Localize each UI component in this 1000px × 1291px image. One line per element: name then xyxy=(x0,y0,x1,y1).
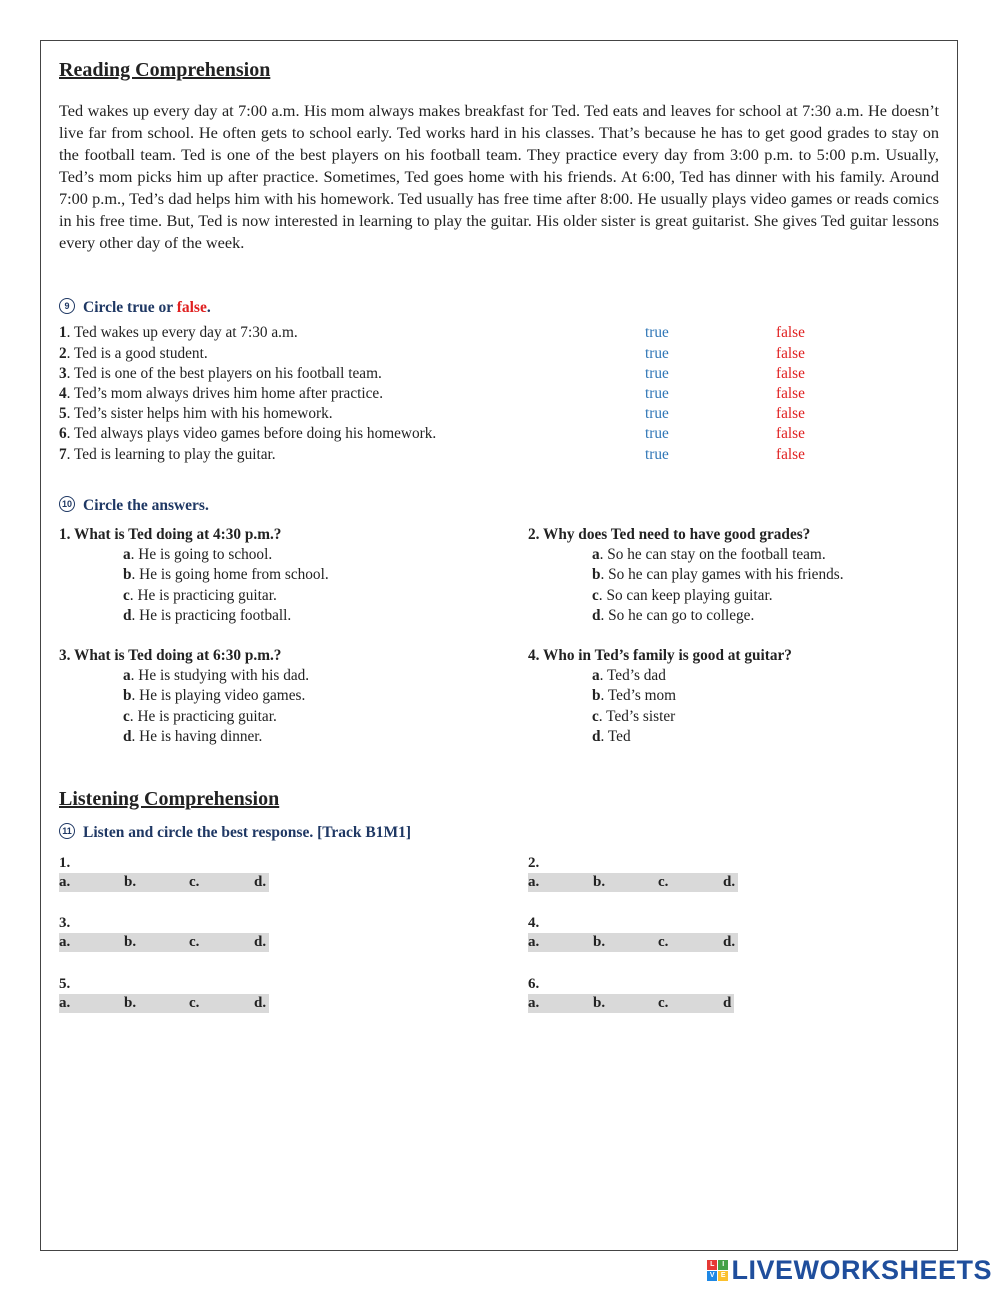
choice-b[interactable]: b. xyxy=(124,874,137,890)
answer-option[interactable] xyxy=(528,666,948,686)
answer-option[interactable] xyxy=(528,545,948,565)
listening-item xyxy=(528,974,734,1013)
false-option[interactable]: false xyxy=(776,324,805,341)
choice-c[interactable]: c. xyxy=(189,934,200,950)
question-text: . What is Ted doing at 4:30 p.m.? xyxy=(66,526,282,543)
true-option[interactable]: true xyxy=(645,425,669,442)
item-label: 6. xyxy=(528,976,540,992)
answer-option[interactable] xyxy=(528,565,948,585)
tf-statement: . Ted’s mom always drives him home after practice. xyxy=(66,385,384,402)
true-option[interactable]: true xyxy=(645,324,669,341)
ex9-number-badge: 9 xyxy=(59,298,75,314)
choice-bar xyxy=(59,994,269,1013)
question-block xyxy=(59,525,499,626)
item-label: 2. xyxy=(528,855,540,871)
option-letter: a xyxy=(592,667,600,684)
false-option[interactable]: false xyxy=(776,425,805,442)
choice-b[interactable]: b. xyxy=(124,995,137,1011)
liveworksheets-logo-icon xyxy=(707,1260,728,1281)
logo-text: LIVEWORKSHEETS xyxy=(731,1255,992,1285)
option-letter: d xyxy=(123,727,132,745)
question-number: 1 xyxy=(59,526,67,543)
option-letter: c xyxy=(123,707,130,725)
option-text: . He is studying with his dad. xyxy=(130,667,310,684)
logo-icon-tile: E xyxy=(718,1271,728,1281)
answer-option[interactable] xyxy=(59,727,499,747)
ex11-number-badge: 11 xyxy=(59,823,75,839)
choice-d[interactable]: d. xyxy=(254,995,267,1011)
ex9-instruction-text: Circle true or xyxy=(83,299,177,316)
answer-option[interactable] xyxy=(528,707,948,727)
option-text: . He is practicing guitar. xyxy=(129,707,277,725)
option-text: . So he can play games with his friends. xyxy=(600,566,844,584)
question-text: . What is Ted doing at 6:30 p.m.? xyxy=(66,647,282,664)
choice-a[interactable]: a. xyxy=(528,995,540,1011)
choice-a[interactable]: a. xyxy=(59,874,71,890)
choice-b[interactable]: b. xyxy=(593,874,606,890)
tf-row xyxy=(59,384,899,404)
liveworksheets-logo xyxy=(707,1255,992,1286)
option-text: . He is going home from school. xyxy=(131,566,329,584)
option-text: . So he can go to college. xyxy=(600,606,755,624)
listening-item xyxy=(59,974,269,1013)
answer-option[interactable] xyxy=(59,666,499,686)
option-letter: c xyxy=(592,707,599,725)
choice-a[interactable]: a. xyxy=(59,995,71,1011)
false-option[interactable]: false xyxy=(776,345,805,362)
answer-option[interactable] xyxy=(59,586,499,606)
option-letter: d xyxy=(592,606,601,624)
true-option[interactable]: true xyxy=(645,345,669,362)
choice-b[interactable]: b. xyxy=(593,934,606,950)
option-letter: b xyxy=(123,687,132,705)
answer-option[interactable] xyxy=(528,686,948,706)
choice-c[interactable]: c. xyxy=(658,874,669,890)
tf-statement: . Ted is one of the best players on his football team. xyxy=(66,365,382,382)
ex10-number-badge: 10 xyxy=(59,496,75,512)
question-number: 3 xyxy=(59,647,67,664)
option-letter: a xyxy=(123,546,131,563)
option-text: . Ted’s sister xyxy=(598,707,676,725)
tf-row xyxy=(59,323,899,343)
ex9-instruction xyxy=(59,299,211,317)
listening-item xyxy=(59,913,269,952)
question-block xyxy=(528,525,948,626)
tf-statement: . Ted is learning to play the guitar. xyxy=(66,446,276,463)
choice-b[interactable]: b. xyxy=(124,934,137,950)
option-letter: b xyxy=(592,687,601,705)
tf-number: 4 xyxy=(59,385,67,402)
tf-row xyxy=(59,344,899,364)
option-letter: b xyxy=(123,566,132,584)
true-option[interactable]: true xyxy=(645,446,669,463)
answer-option[interactable] xyxy=(59,707,499,727)
option-letter: c xyxy=(592,586,599,604)
option-text: . He is going to school. xyxy=(130,546,273,563)
tf-number: 5 xyxy=(59,405,67,422)
tf-row xyxy=(59,445,899,465)
tf-number: 7 xyxy=(59,446,67,463)
answer-option[interactable] xyxy=(59,565,499,585)
option-letter: a xyxy=(123,667,131,684)
choice-c[interactable]: c. xyxy=(189,874,200,890)
false-option[interactable]: false xyxy=(776,365,805,382)
true-option[interactable]: true xyxy=(645,385,669,402)
choice-d[interactable]: d. xyxy=(254,934,267,950)
tf-number: 6 xyxy=(59,425,67,442)
tf-statement: . Ted wakes up every day at 7:30 a.m. xyxy=(66,324,298,341)
option-letter: b xyxy=(592,566,601,584)
tf-number: 2 xyxy=(59,345,67,362)
ex9-instruction-suffix: . xyxy=(206,299,211,316)
option-text: . So he can stay on the football team. xyxy=(599,546,826,563)
choice-d[interactable]: d xyxy=(723,995,732,1011)
tf-row xyxy=(59,364,899,384)
item-label: 1. xyxy=(59,855,71,871)
question-number: 4 xyxy=(528,647,536,664)
answer-option[interactable] xyxy=(59,545,499,565)
option-text: . So can keep playing guitar. xyxy=(598,586,773,604)
option-text: . He is practicing guitar. xyxy=(129,586,277,604)
ex11-instruction-text: Listen and circle the best response. [Track B1M1] xyxy=(83,824,412,841)
question-title xyxy=(59,525,499,545)
choice-bar xyxy=(528,873,738,892)
choice-bar xyxy=(59,873,269,892)
tf-row xyxy=(59,424,899,444)
option-text: . Ted’s dad xyxy=(599,667,666,684)
tf-row xyxy=(59,404,899,424)
choice-bar xyxy=(528,994,734,1013)
choice-bar xyxy=(59,933,269,952)
false-option[interactable]: false xyxy=(776,446,805,463)
choice-b[interactable]: b. xyxy=(593,995,606,1011)
true-option[interactable]: true xyxy=(645,365,669,382)
listening-item xyxy=(528,913,738,952)
false-option[interactable]: false xyxy=(776,385,805,402)
reading-title: Reading Comprehension xyxy=(59,59,271,81)
logo-icon-tile: I xyxy=(718,1260,728,1270)
answer-option[interactable] xyxy=(528,727,948,747)
option-text: . Ted’s mom xyxy=(600,687,677,705)
choice-d[interactable]: d. xyxy=(723,874,736,890)
ex11-instruction xyxy=(59,824,411,842)
ex10-instruction-text: Circle the answers. xyxy=(83,497,209,514)
tf-number: 3 xyxy=(59,365,67,382)
false-option[interactable]: false xyxy=(776,405,805,422)
answer-option[interactable] xyxy=(59,686,499,706)
ex10-instruction xyxy=(59,497,209,515)
option-text: . He is having dinner. xyxy=(131,727,263,745)
choice-a[interactable]: a. xyxy=(528,874,540,890)
choice-d[interactable]: d. xyxy=(254,874,267,890)
option-text: . He is playing video games. xyxy=(131,687,306,705)
choice-bar xyxy=(528,933,738,952)
listening-item xyxy=(528,853,738,892)
listening-item xyxy=(59,853,269,892)
tf-number: 1 xyxy=(59,324,67,341)
tf-statement: . Ted’s sister helps him with his homework. xyxy=(66,405,333,422)
question-title xyxy=(528,646,948,666)
choice-c[interactable]: c. xyxy=(189,995,200,1011)
answer-option[interactable] xyxy=(528,586,948,606)
item-label: 5. xyxy=(59,976,71,992)
question-text: . Who in Ted’s family is good at guitar? xyxy=(535,647,792,664)
true-option[interactable]: true xyxy=(645,405,669,422)
question-title xyxy=(59,646,499,666)
option-letter: d xyxy=(123,606,132,624)
choice-d[interactable]: d. xyxy=(723,934,736,950)
option-text: . Ted xyxy=(600,727,631,745)
question-block xyxy=(59,646,499,747)
answer-option[interactable] xyxy=(528,606,948,626)
logo-icon-tile: L xyxy=(707,1260,717,1270)
tf-statement: . Ted always plays video games before doing his homework. xyxy=(66,425,437,442)
question-number: 2 xyxy=(528,526,536,543)
option-letter: c xyxy=(123,586,130,604)
question-text: . Why does Ted need to have good grades? xyxy=(535,526,811,543)
option-letter: a xyxy=(592,546,600,563)
choice-c[interactable]: c. xyxy=(658,995,669,1011)
listening-title: Listening Comprehension xyxy=(59,788,280,810)
option-letter: d xyxy=(592,727,601,745)
reading-passage: Ted wakes up every day at 7:00 a.m. His mom always makes breakfast for Ted. Ted eats and leaves for school at 7:30 a.m. He doesn’t live far from school. He often gets to school early. Ted works hard in his classes. That’s because he has to get good grades to stay on the football team. Ted is one of the best players on his football team. They practice every day from 3:00 p.m. to 5:00 p.m. Usually, Ted’s mom picks him up after practice. Sometimes, Ted goes home with his friends. At 6:00, Ted has dinner with his family. Around 7:00 p.m., Ted’s dad helps him with his homework. Ted usually has free time after 8:00. He usually plays video games or reads comics in his free time. But, Ted is now interested in learning to play the guitar. His older sister is great guitarist. She gives Ted guitar lessons every other day of the week. xyxy=(59,101,939,252)
item-label: 4. xyxy=(528,915,540,931)
item-label: 3. xyxy=(59,915,71,931)
choice-a[interactable]: a. xyxy=(59,934,71,950)
answer-option[interactable] xyxy=(59,606,499,626)
tf-statement: . Ted is a good student. xyxy=(66,345,208,362)
question-title xyxy=(528,525,948,545)
question-block xyxy=(528,646,948,747)
option-text: . He is practicing football. xyxy=(131,606,292,624)
logo-icon-tile: V xyxy=(707,1271,717,1281)
ex9-instruction-false: false xyxy=(176,299,207,316)
choice-a[interactable]: a. xyxy=(528,934,540,950)
choice-c[interactable]: c. xyxy=(658,934,669,950)
